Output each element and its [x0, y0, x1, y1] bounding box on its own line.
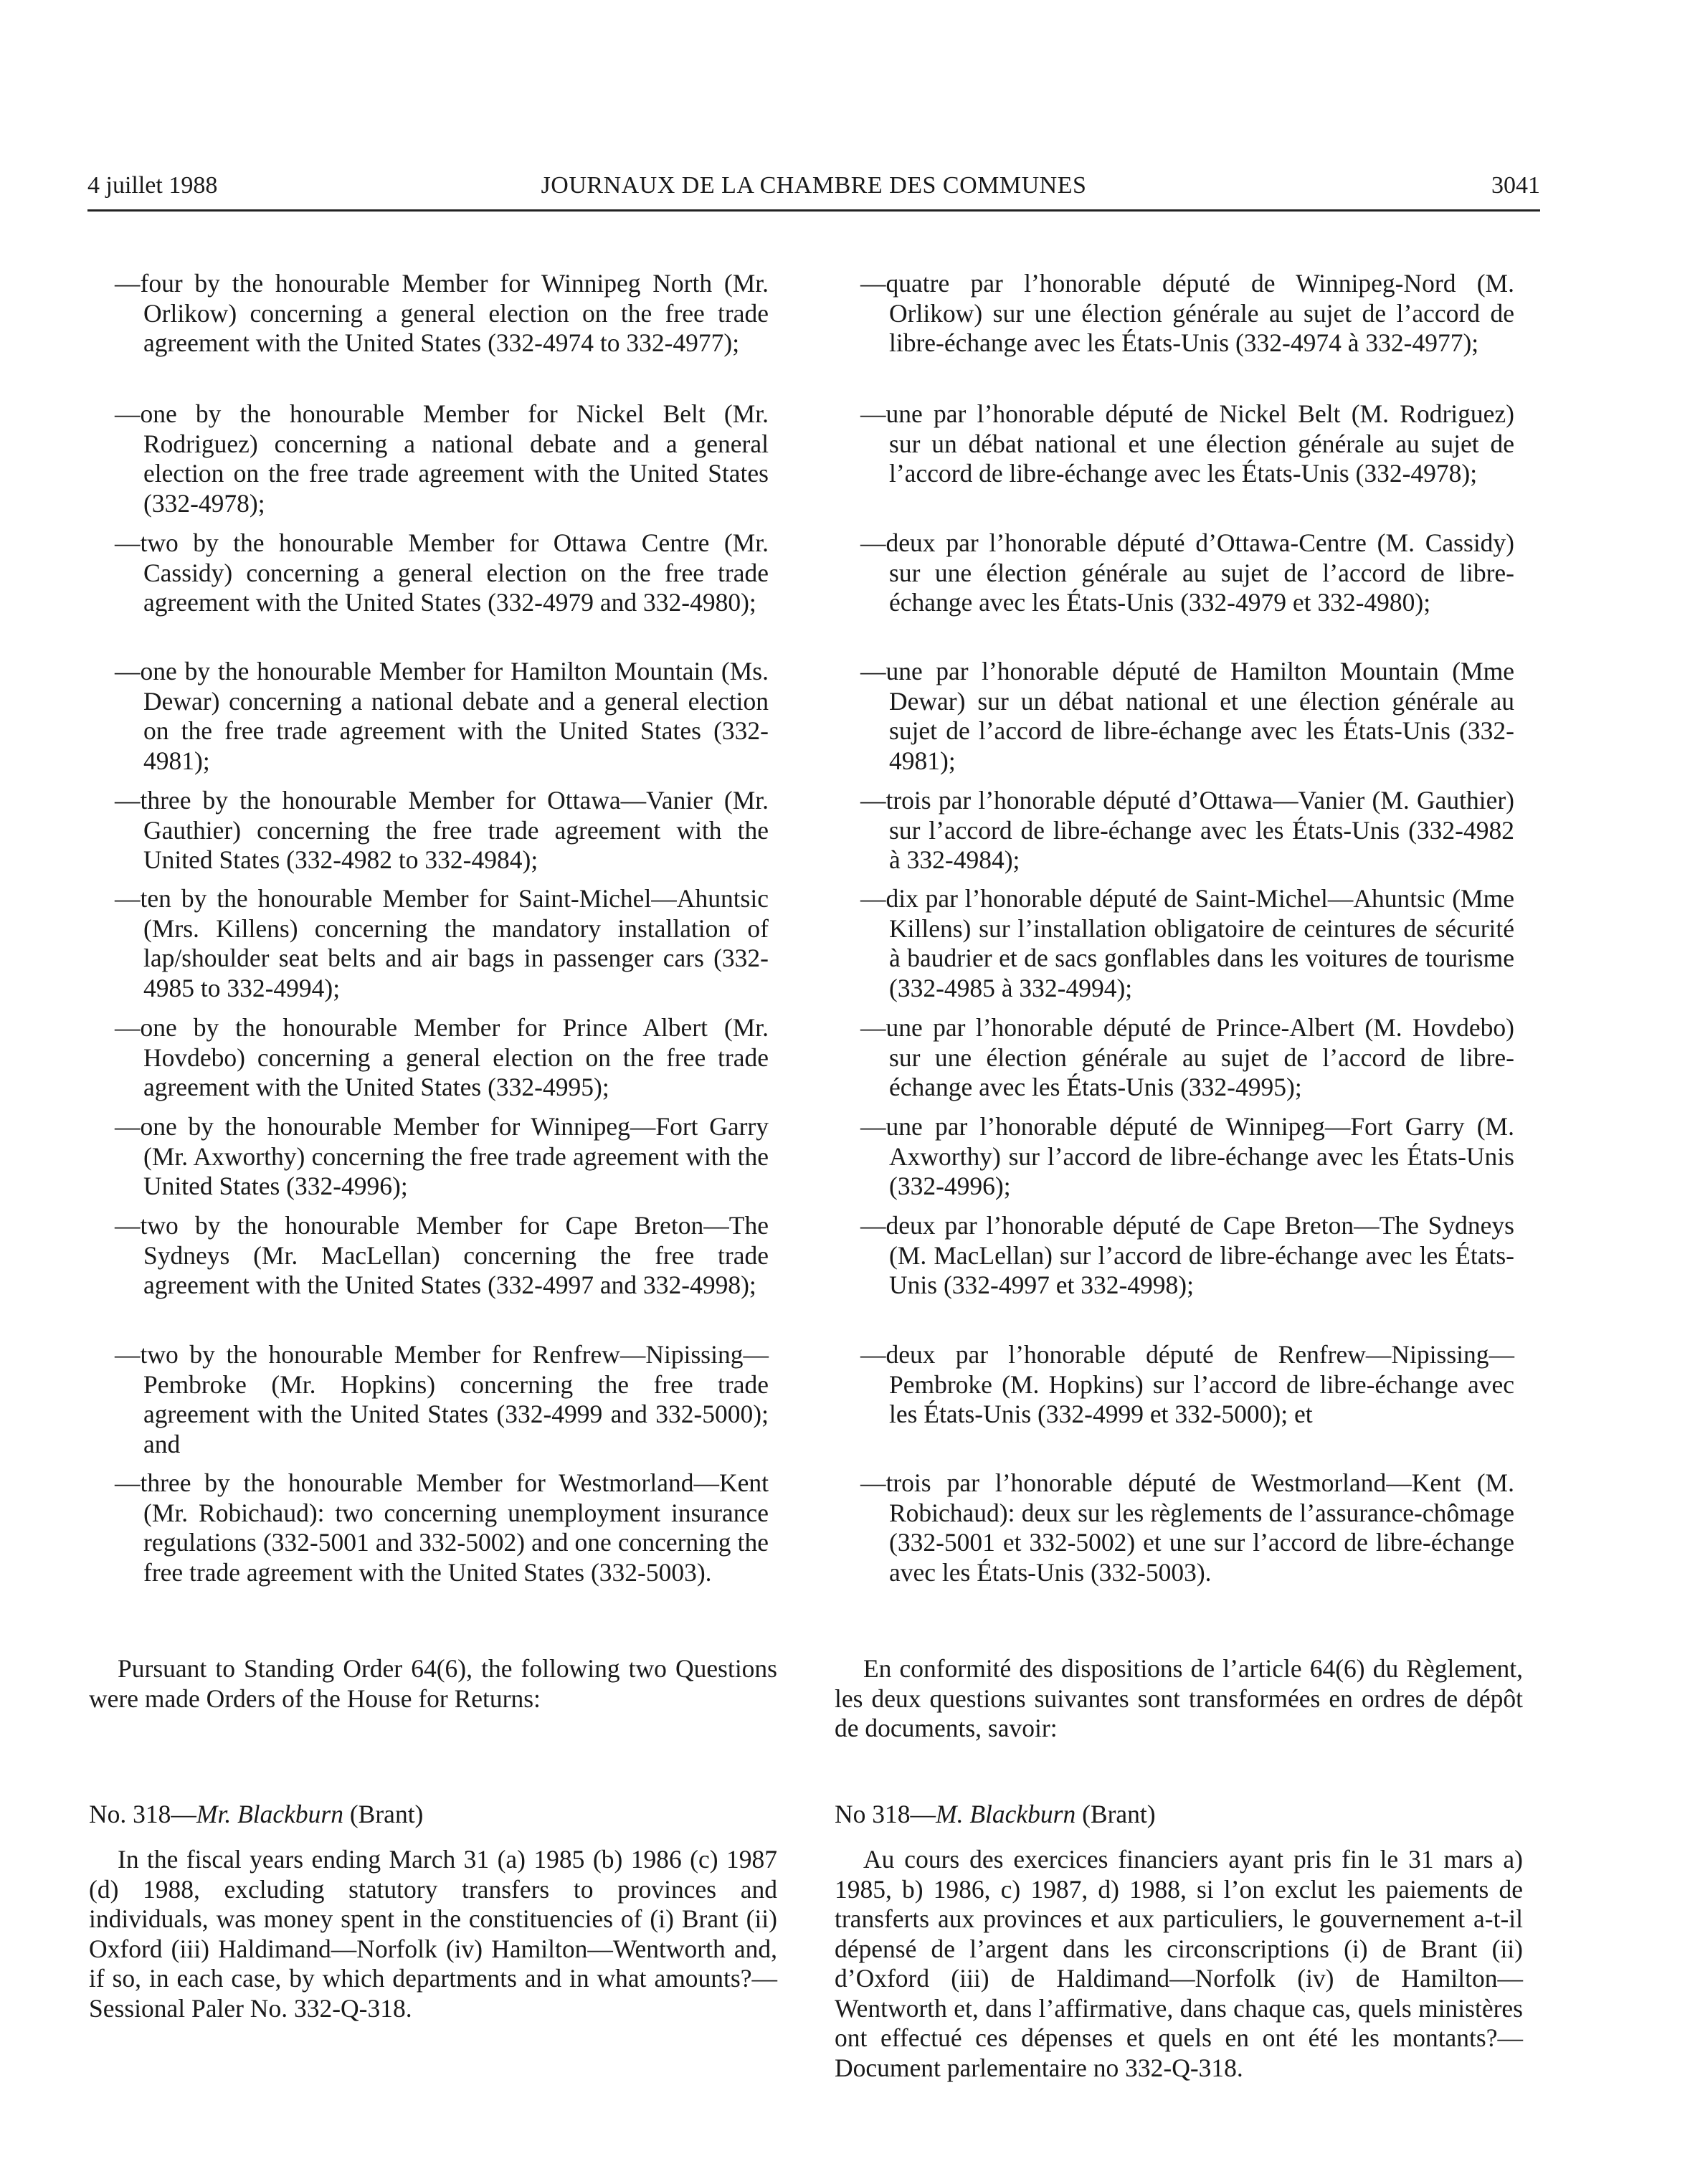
standing-order-paragraph: En conformité des dispositions de l’article 64(6) du Règlement, les deux questions suivantes sont transformées en ordres de dépôt de documents, savoir: — [835, 1654, 1523, 1742]
petition-item: —une par l’honorable député de Nickel Belt (M. Rodriguez) sur un débat national et une élection générale au sujet de l’accord de libre-échange avec les États-Unis (332-4978); — [860, 399, 1514, 488]
petition-item: —three by the honourable Member for Westmorland—Kent (Mr. Robichaud): two concerning unemployment insurance regulations (332-5001 and 332-5002) and one concerning the free trade agreement with the United States (332-5003). — [115, 1468, 769, 1587]
petition-item: —deux par l’honorable député de Cape Breton—The Sydneys (M. MacLellan) sur l’accord de libre-échange avec les États-Unis (332-4997 et 332-4998); — [860, 1211, 1514, 1299]
journal-title: JOURNAUX DE LA CHAMBRE DES COMMUNES — [541, 172, 1087, 199]
question-member: M. Blackburn — [936, 1800, 1076, 1828]
petition-item: —three by the honourable Member for Ottawa—Vanier (Mr. Gauthier) concerning the free trade agreement with the United States (332-4982 to 332-4984); — [115, 786, 769, 874]
petition-item: —one by the honourable Member for Winnipeg—Fort Garry (Mr. Axworthy) concerning the free trade agreement with the United States (332-4996); — [115, 1112, 769, 1200]
petition-item: —une par l’honorable député de Winnipeg—Fort Garry (M. Axworthy) sur l’accord de libre-échange avec les États-Unis (332-4996); — [860, 1112, 1514, 1200]
petition-item: —four by the honourable Member for Winnipeg North (Mr. Orlikow) concerning a general election on the free trade agreement with the United States (332-4974 to 332-4977); — [115, 269, 769, 357]
petition-item: —two by the honourable Member for Renfrew—Nipissing—Pembroke (Mr. Hopkins) concerning the free trade agreement with the United States (332-4999 and 332-5000); and — [115, 1340, 769, 1458]
question-number: No 318— — [835, 1800, 936, 1828]
petition-item: —one by the honourable Member for Hamilton Mountain (Ms. Dewar) concerning a national debate and a general election on the free trade agreement with the United States (332-4981); — [115, 657, 769, 775]
petition-item: —two by the honourable Member for Ottawa Centre (Mr. Cassidy) concerning a general election on the free trade agreement with the United States (332-4979 and 332-4980); — [115, 528, 769, 617]
petition-item: —trois par l’honorable député d’Ottawa—Vanier (M. Gauthier) sur l’accord de libre-échange avec les États-Unis (332-4982 à 332-4984); — [860, 786, 1514, 874]
petition-item: —dix par l’honorable député de Saint-Michel—Ahuntsic (Mme Killens) sur l’installation obligatoire de ceintures de sécurité à baudrier et de sacs gonflables dans les voitures de tourisme (332-4985 à 332-4994); — [860, 884, 1514, 1002]
petition-item: —two by the honourable Member for Cape Breton—The Sydneys (Mr. MacLellan) concerning the free trade agreement with the United States (332-4997 and 332-4998); — [115, 1211, 769, 1299]
header-date: 4 juillet 1988 — [87, 172, 218, 199]
question-heading — [89, 1800, 777, 1830]
question-text: Au cours des exercices financiers ayant pris fin le 31 mars a) 1985, b) 1986, c) 1987, d) 1988, si l’on exclut les paiements de transferts aux provinces et aux particuliers, le gouvernement a-t-il dépensé de l’argent dans les circonscriptions (i) de Brant (ii) d’Oxford (iii) de Haldimand—Norfolk (iv) de Hamilton—Wentworth et, dans l’affirmative, dans chaque cas, quels ministères ont effectué ces dépenses et quels en ont été les montants?—Document parlementaire no 332-Q-318. — [835, 1845, 1523, 2082]
question-riding: (Brant) — [1076, 1800, 1156, 1828]
standing-order-paragraph: Pursuant to Standing Order 64(6), the following two Questions were made Orders of the House for Returns: — [89, 1654, 777, 1713]
page-header — [87, 169, 1540, 212]
page-number: 3041 — [1491, 172, 1540, 199]
question-heading — [835, 1800, 1523, 1830]
petition-item: —une par l’honorable député de Prince-Albert (M. Hovdebo) sur une élection générale au sujet de l’accord de libre-échange avec les États-Unis (332-4995); — [860, 1013, 1514, 1101]
petition-item: —une par l’honorable député de Hamilton Mountain (Mme Dewar) sur un débat national et une élection générale au sujet de l’accord de libre-échange avec les États-Unis (332-4981); — [860, 657, 1514, 775]
question-text: In the fiscal years ending March 31 (a) 1985 (b) 1986 (c) 1987 (d) 1988, excluding statutory transfers to provinces and individuals, was money spent in the constituencies of (i) Brant (ii) Oxford (iii) Haldimand—Norfolk (iv) Hamilton—Wentworth and, if so, in each case, by which departments and in what amounts?—Sessional Paler No. 332-Q-318. — [89, 1845, 777, 2023]
petition-item: —deux par l’honorable député d’Ottawa-Centre (M. Cassidy) sur une élection générale au sujet de l’accord de libre-échange avec les États-Unis (332-4979 et 332-4980); — [860, 528, 1514, 617]
petition-item: —trois par l’honorable député de Westmorland—Kent (M. Robichaud): deux sur les règlements de l’assurance-chômage (332-5001 et 332-5002) et une sur l’accord de libre-échange avec les États-Unis (332-5003). — [860, 1468, 1514, 1587]
question-member: Mr. Blackburn — [196, 1800, 343, 1828]
petition-item: —one by the honourable Member for Nickel Belt (Mr. Rodriguez) concerning a national debate and a general election on the free trade agreement with the United States (332-4978); — [115, 399, 769, 518]
question-riding: (Brant) — [343, 1800, 424, 1828]
petition-item: —one by the honourable Member for Prince Albert (Mr. Hovdebo) concerning a general election on the free trade agreement with the United States (332-4995); — [115, 1013, 769, 1101]
petition-item: —quatre par l’honorable député de Winnipeg-Nord (M. Orlikow) sur une élection générale au sujet de l’accord de libre-échange avec les États-Unis (332-4974 à 332-4977); — [860, 269, 1514, 357]
petition-item: —deux par l’honorable député de Renfrew—Nipissing—Pembroke (M. Hopkins) sur l’accord de libre-échange avec les États-Unis (332-4999 et 332-5000); et — [860, 1340, 1514, 1428]
question-number: No. 318— — [89, 1800, 196, 1828]
petition-item: —ten by the honourable Member for Saint-Michel—Ahuntsic (Mrs. Killens) concerning the mandatory installation of lap/shoulder seat belts and air bags in passenger cars (332-4985 to 332-4994); — [115, 884, 769, 1002]
